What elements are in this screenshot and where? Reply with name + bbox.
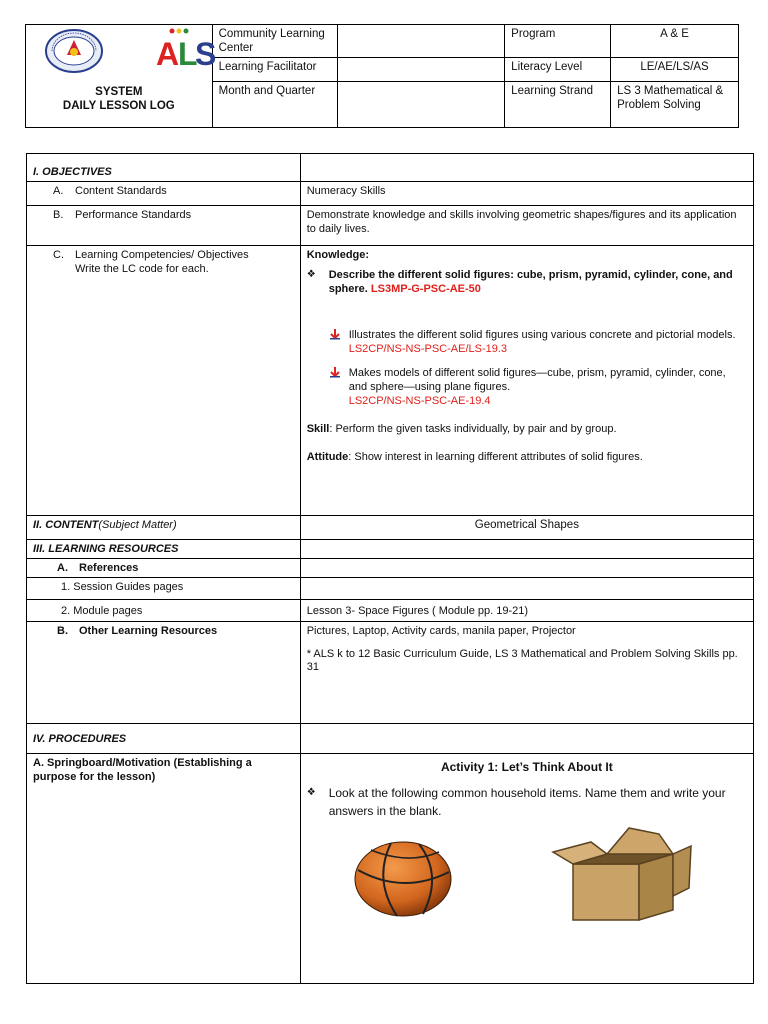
attitude-line: Attitude: Show interest in learning different attributes of solid figures. bbox=[306, 451, 643, 463]
skill-line: Skill: Perform the given tasks individually, by pair and by group. bbox=[306, 423, 617, 435]
objectives-heading: I. OBJECTIVES bbox=[27, 154, 301, 182]
literacy-level-label: Literacy Level bbox=[505, 58, 611, 82]
competency-item-1: Illustrates the different solid figures using various concrete and pictorial models. LS2CP/NS-NS-PSC-AE/LS-19.3 bbox=[329, 328, 747, 356]
procedures-empty bbox=[300, 724, 753, 754]
knowledge-label: Knowledge: bbox=[306, 249, 370, 261]
facilitator-label: Learning Facilitator bbox=[212, 58, 337, 82]
learning-strand-value: LS 3 Mathematical & Problem Solving bbox=[611, 82, 739, 128]
svg-text:S: S bbox=[195, 36, 216, 71]
references-empty bbox=[300, 559, 753, 578]
als-logo-icon bbox=[146, 27, 216, 71]
procedures-heading: IV. PROCEDURES bbox=[27, 724, 301, 754]
session-guides-value bbox=[300, 578, 753, 600]
content-standards-label: A. Content Standards bbox=[27, 182, 301, 206]
content-value: Geometrical Shapes bbox=[300, 516, 753, 540]
activity-instruction: ❖ Look at the following common household items. Name them and write your answers in the blank. bbox=[306, 786, 726, 818]
header-table bbox=[25, 24, 739, 128]
competency-item-2: Makes models of different solid figures—cube, prism, pyramid, cylinder, cone, and sphere—using plane figures. LS2CP/NS-NS-PSC-AE-19.4 bbox=[329, 366, 747, 408]
cardboard-box-image bbox=[551, 826, 693, 922]
system-line: SYSTEM bbox=[95, 86, 143, 98]
activity-title: Activity 1: Let’s Think About It bbox=[440, 760, 613, 774]
resources-empty bbox=[300, 540, 753, 559]
session-guides-label: 1. Session Guides pages bbox=[27, 578, 301, 600]
module-pages-label: 2. Module pages bbox=[27, 600, 301, 622]
clc-label: Community Learning Center bbox=[212, 25, 337, 58]
logo-cell bbox=[26, 25, 216, 128]
svg-text:L: L bbox=[178, 36, 198, 71]
performance-standards-label: B. Performance Standards bbox=[27, 206, 301, 246]
month-quarter-value[interactable] bbox=[337, 82, 505, 128]
learning-competencies-label: C. Learning Competencies/ Objectives Write the LC code for each. bbox=[27, 246, 301, 516]
system-title bbox=[26, 85, 212, 113]
literacy-level-value: LE/AE/LS/AS bbox=[611, 58, 739, 82]
facilitator-value[interactable] bbox=[337, 58, 505, 82]
springboard-label: A. Springboard/Motivation (Establishing a purpose for the lesson) bbox=[27, 754, 301, 984]
basketball-image bbox=[353, 840, 453, 918]
four-diamond-bullet-icon: ❖ bbox=[306, 269, 316, 280]
learning-competencies-value bbox=[300, 246, 753, 516]
svg-text:A: A bbox=[156, 36, 180, 71]
arrow-bullet-icon bbox=[329, 366, 349, 408]
clc-value[interactable] bbox=[337, 25, 505, 58]
deped-seal-icon bbox=[44, 29, 104, 73]
arrow-bullet-icon bbox=[329, 328, 349, 356]
references-label: A. References bbox=[27, 559, 301, 578]
four-diamond-bullet-icon: ❖ bbox=[306, 787, 316, 798]
content-heading: II. CONTENT(Subject Matter) bbox=[27, 516, 301, 540]
other-resources-value: Pictures, Laptop, Activity cards, manila paper, Projector * ALS k to 12 Basic Curriculum Guide, LS 3 Mathematical and Problem Solving Skills pp. 31 bbox=[300, 622, 753, 724]
resources-heading: III. LEARNING RESOURCES bbox=[27, 540, 301, 559]
knowledge-item: ❖ Describe the different solid figures: cube, prism, pyramid, cylinder, cone, and sphere. LS3MP-G-PSC-AE-50 bbox=[306, 269, 733, 295]
objectives-empty bbox=[300, 154, 753, 182]
month-quarter-label: Month and Quarter bbox=[212, 82, 337, 128]
module-pages-value: Lesson 3- Space Figures ( Module pp. 19-21) bbox=[300, 600, 753, 622]
program-label: Program bbox=[505, 25, 611, 58]
performance-standards-value: Demonstrate knowledge and skills involving geometric shapes/figures and its application to daily lives. bbox=[300, 206, 753, 246]
springboard-activity bbox=[300, 754, 753, 984]
lesson-log-table bbox=[26, 153, 754, 984]
program-value: A & E bbox=[611, 25, 739, 58]
learning-strand-label: Learning Strand bbox=[505, 82, 611, 128]
content-standards-value: Numeracy Skills bbox=[300, 182, 753, 206]
daily-lesson-log-title: DAILY LESSON LOG bbox=[62, 100, 175, 112]
other-resources-label: B. Other Learning Resources bbox=[27, 622, 301, 724]
